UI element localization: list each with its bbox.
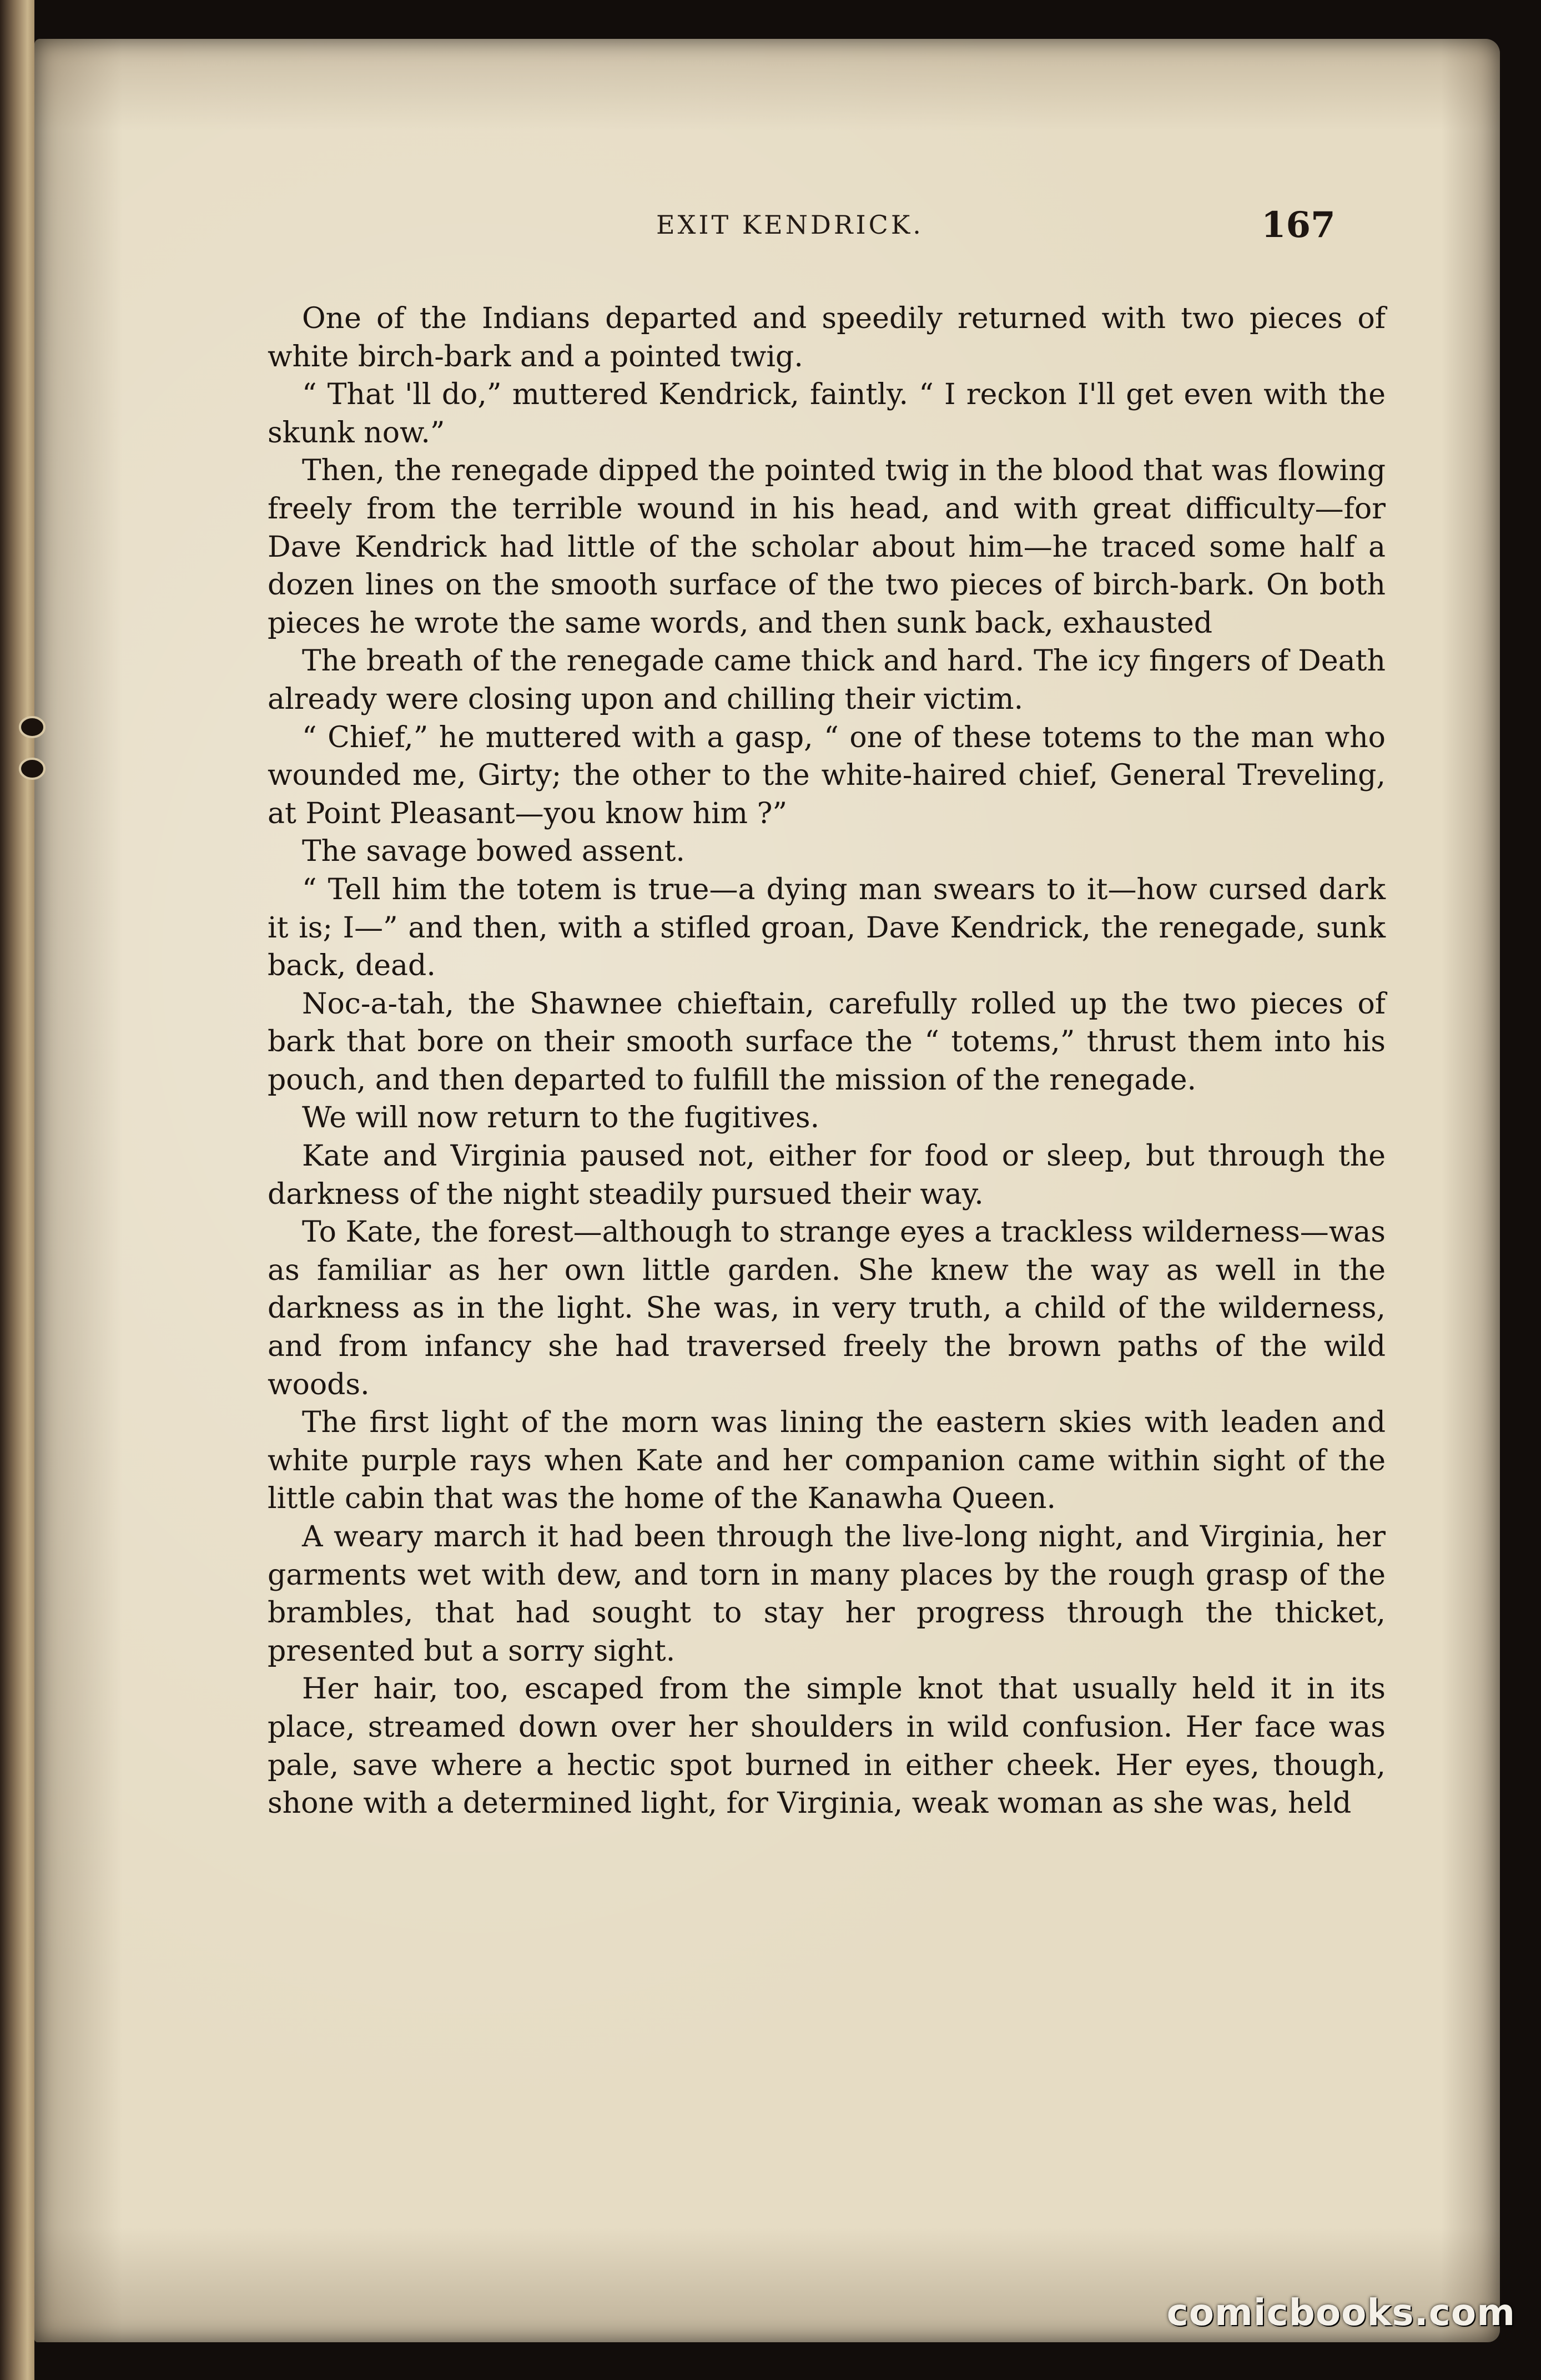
page-header xyxy=(34,188,1500,249)
binding-holes xyxy=(10,710,60,788)
paragraph: The first light of the morn was lining the eastern skies with leaden and white purple rays when Kate and her companion came within sight of the little cabin that was the home of the Kanawha Queen. xyxy=(268,1406,1386,1516)
body-text xyxy=(268,300,1386,1823)
paragraph: Kate and Virginia paused not, either for food or sleep, but through the darkness of the night steadily pursued their way. xyxy=(268,1139,1386,1211)
paragraph: To Kate, the forest—although to strange eyes a trackless wilderness—was as familiar as her own little garden. She knew the way as well in the darkness as in the light. She was, in very truth, a child of the wilderness, and from infancy she had traversed freely the brown paths of the wild woods. xyxy=(268,1216,1386,1401)
paragraph: “ Tell him the totem is true—a dying man swears to it—how cursed dark it is; I—” and then, with a stifled groan, Dave Kendrick, the renegade, sunk back, dead. xyxy=(268,873,1386,983)
paragraph: Then, the renegade dipped the pointed twig in the blood that was flowing freely from the terrible wound in his head, and with great difficulty—for Dave Kendrick had little of the scholar about him—he traced some half a dozen lines on the smooth surface of the two pieces of birch-bark. On both pieces he wrote the same words, and then sunk back, exhausted xyxy=(268,454,1386,640)
paragraph: A weary march it had been through the live-long night, and Virginia, her garments wet with dew, and torn in many places by the rough grasp of the brambles, that had sought to stay her progress through the thicket, presented but a sorry sight. xyxy=(268,1520,1386,1668)
paragraph: The breath of the renegade came thick and hard. The icy fingers of Death already were closing upon and chilling their victim. xyxy=(268,644,1386,716)
paragraph: We will now return to the fugitives. xyxy=(302,1101,820,1135)
paragraph: Noc-a-tah, the Shawnee chieftain, carefully rolled up the two pieces of bark that bore on their smooth surface the “ totems,” thrust them into his pouch, and then departed to fulfill the mission of the renegade. xyxy=(268,987,1386,1097)
paragraph: “ Chief,” he muttered with a gasp, “ one of these totems to the man who wounded me, Girty; the other to the white-haired chief, General Treveling, at Point Pleasant—you know him ?” xyxy=(268,720,1386,830)
site-watermark: comicbooks.com xyxy=(1166,2291,1515,2334)
paragraph: Her hair, too, escaped from the simple knot that usually held it in its place, streamed down over her shoulders in wild confusion. Her face was pale, save where a hectic spot burned in either cheek. Her eyes, though, shone with a determined light, for Virginia, weak woman as she was, held xyxy=(268,1672,1386,1821)
book-spine-edge xyxy=(0,0,34,2380)
paragraph: “ That 'll do,” muttered Kendrick, faintly. “ I reckon I'll get even with the skunk now.” xyxy=(268,378,1386,450)
running-head: EXIT KENDRICK. xyxy=(656,210,924,240)
book-page xyxy=(34,39,1500,2342)
paragraph: The savage bowed assent. xyxy=(302,835,685,869)
paragraph: One of the Indians departed and speedily returned with two pieces of white birch-bark and a pointed twig. xyxy=(268,302,1386,374)
page-number: 167 xyxy=(1261,204,1336,246)
